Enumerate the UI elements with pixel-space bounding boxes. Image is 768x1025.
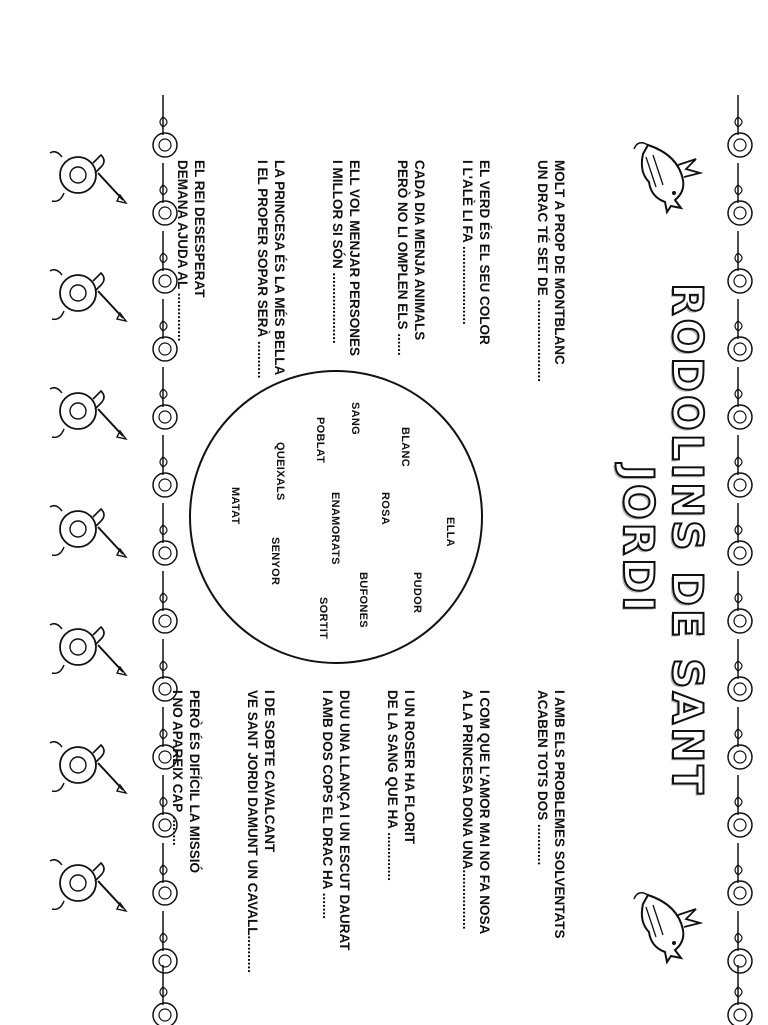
dragon-icon (628, 135, 708, 215)
verse-line-blank: UN DRAC TÉ SET DE ...................... (535, 160, 550, 383)
verse-left-6 (174, 160, 208, 342)
rose-icon (728, 95, 752, 157)
verse-line: I UN ROSER HA FLORIT (402, 690, 417, 844)
verse-left-5 (254, 160, 288, 379)
verse-line: EL REI DESESPERAT (192, 160, 207, 298)
verse-line: I AMB ELS PROBLEMES SOLVENTATS (552, 690, 567, 939)
knight-border (48, 145, 128, 975)
verse-line: I COM QUE L'AMOR MAI NO FA NOSA (477, 690, 492, 935)
verse-left-1 (534, 160, 568, 382)
word-bank-item: SENYOR (269, 537, 281, 586)
word-bank-item: PUDOR (411, 572, 423, 614)
verse-line-blank: A LA PRINCESA DONA UNA................ (460, 690, 475, 930)
word-bank-circle (189, 370, 483, 664)
verse-line: DUU UNA LLANÇA I UN ESCUT DAURAT (337, 690, 352, 951)
word-bank-item: SORTIT (317, 597, 329, 640)
verse-right-6 (169, 690, 203, 873)
verse-line-blank: DEMANA AJUDA AL ............. (175, 160, 190, 342)
verse-line: ELL VOL MENJAR PERSONES (347, 160, 362, 357)
verse-right-3 (384, 690, 418, 881)
verse-line-blank: DE LA SANG QUE HA ............. (385, 690, 400, 882)
word-bank-item: ENAMORATS (329, 492, 341, 565)
verse-right-5 (244, 690, 278, 973)
rose-border-top (720, 95, 760, 1025)
verse-line-blank: I L'ALÈ LI FA ..................... (460, 160, 475, 325)
verse-left-2 (459, 160, 493, 345)
verse-line-blank: ACABEN TOTS DOS ........... (535, 690, 550, 866)
word-bank-item: ELLA (444, 517, 456, 547)
word-bank-item: MATAT (229, 487, 241, 525)
dragon-icon (625, 885, 710, 965)
verse-line-blank: VE SANT JORDI DAMUNT UN CAVALL.......... (245, 690, 260, 974)
verse-line: PERÒ ÉS DIFÍCIL LA MISSIÓ (187, 690, 202, 874)
verse-line: I DE SOBTE CAVALCANT (262, 690, 277, 853)
word-bank-item: ROSA (379, 492, 391, 525)
verse-right-2 (459, 690, 493, 934)
verse-left-4 (329, 160, 363, 356)
knight-icon (50, 152, 126, 203)
verse-line: MOLT A PROP DE MONTBLANC (552, 160, 567, 365)
verse-line-blank: PERÒ NO LI OMPLEN ELS ...... (395, 160, 410, 356)
word-bank-item: SANG (349, 402, 361, 435)
verse-line: EL VERD ÉS EL SEU COLOR (477, 160, 492, 345)
verse-line-blank: I NO APAREIX CAP ........ (170, 690, 185, 846)
word-bank-item: QUEIXALS (274, 442, 286, 501)
verse-line-blank: I EL PROPER SOPAR SERÀ .......... (255, 160, 270, 379)
verse-line: LA PRINCESA ÉS LA MÉS BELLA (272, 160, 287, 376)
page-title: RODOLINS DE SANT JORDI (614, 283, 712, 797)
word-bank-item: BUFONES (357, 572, 369, 628)
verse-line-blank: I MILLOR SI SÓN ................... (330, 160, 345, 344)
word-bank-item: BLANC (399, 427, 411, 467)
verse-line-blank: I AMB DOS COPS EL DRAC HA ....... (320, 690, 335, 920)
verse-left-3 (394, 160, 428, 356)
verse-right-4 (319, 690, 353, 950)
verse-right-1 (534, 690, 568, 939)
verse-line: CADA DIA MENJA ANIMALS (412, 160, 427, 341)
word-bank-item: POBLAT (314, 417, 326, 464)
